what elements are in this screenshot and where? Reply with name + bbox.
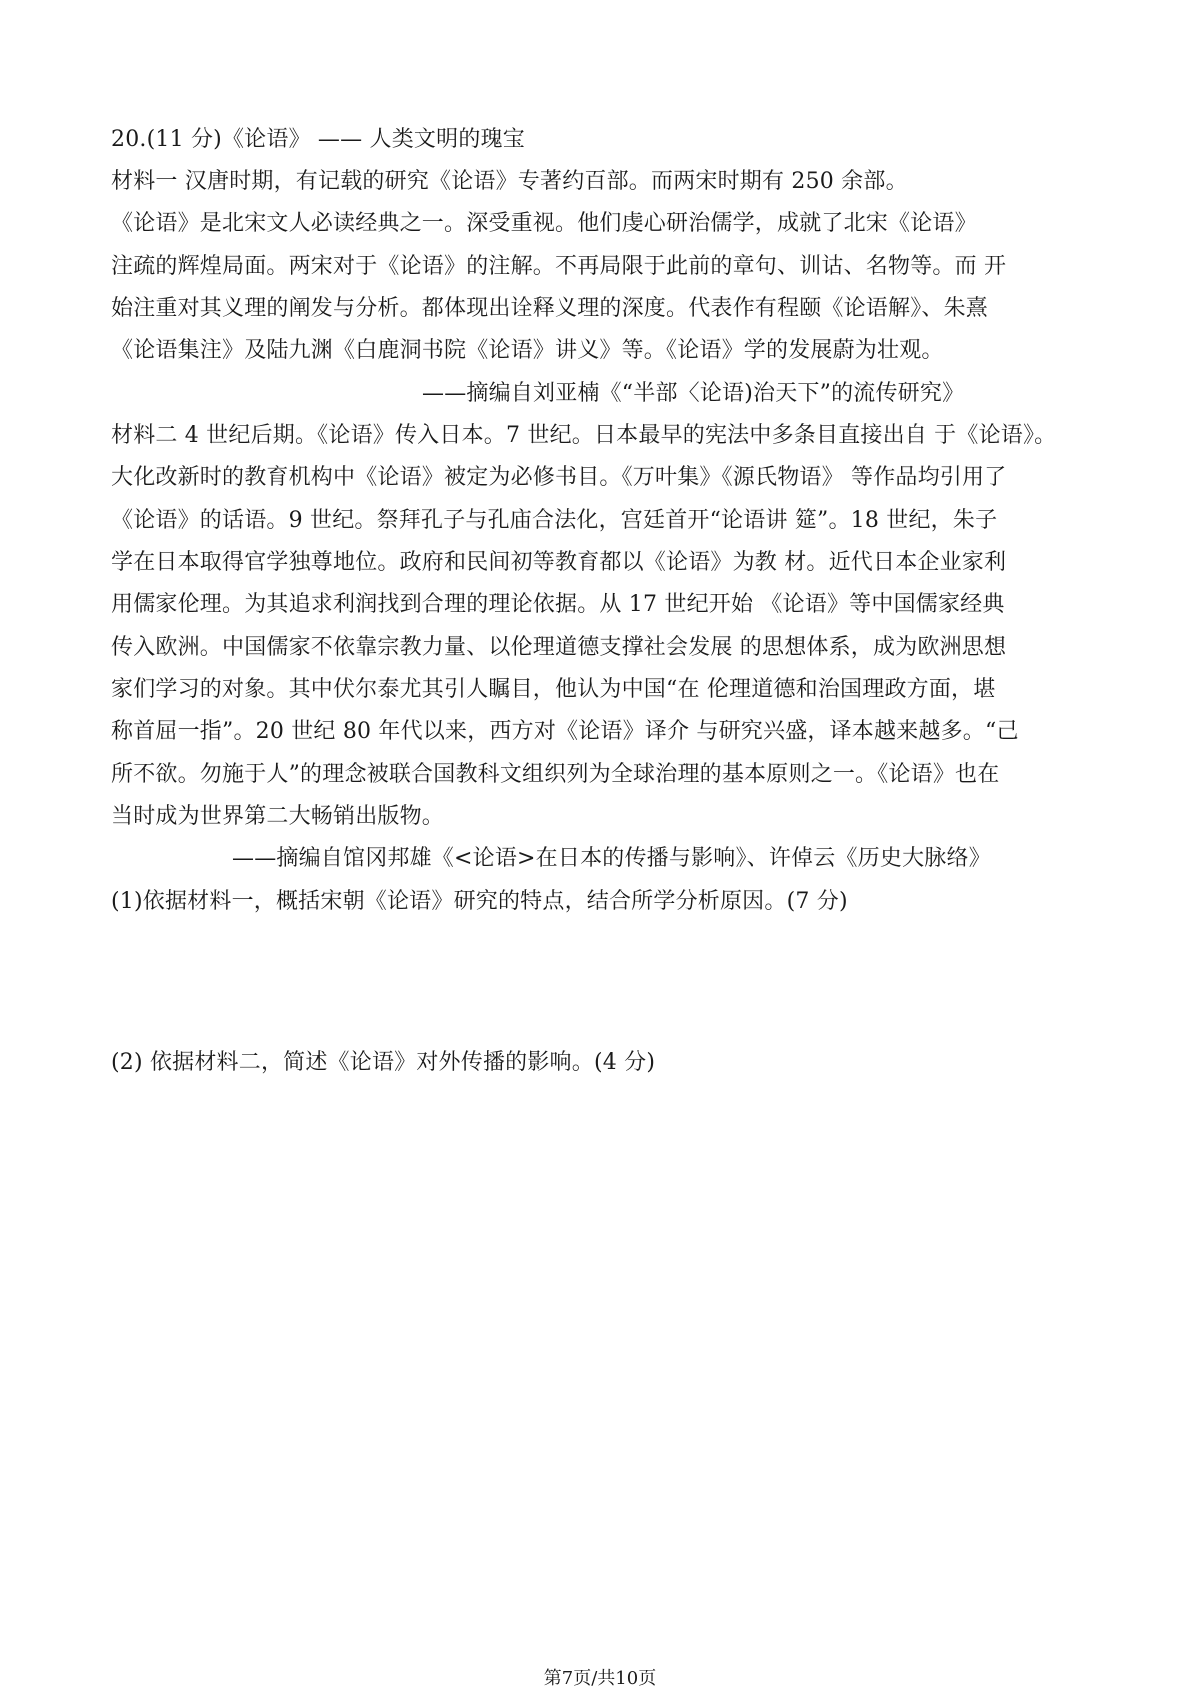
material2-line-4: 学在日本取得官学独尊地位。政府和民间初等教育都以《论语》为教 材。近代日本企业家利 — [111, 550, 1007, 575]
page-number: 第7页/共10页 — [543, 1668, 657, 1689]
material2-line-5: 用儒家伦理。为其追求利润找到合理的理论依据。从 17 世纪开始 《论语》等中国儒家经典 — [111, 592, 1005, 617]
material1-line-4: 始注重对其义理的阐发与分析。都体现出诠释义理的深度。代表作有程颐《论语解》、朱熹 — [111, 296, 989, 321]
sub-question-1: (1)依据材料一，概括宋朝《论语》研究的特点，结合所学分析原因。(7 分) — [111, 889, 848, 914]
material2-line-2: 大化改新时的教育机构中《论语》被定为必修书目。《万叶集》《源氏物语》 等作品均引用了 — [111, 465, 1007, 490]
material2-line-1: 材料二 4 世纪后期。《论语》传入日本。7 世纪。日本最早的宪法中多条目直接出自 于《论语》。 — [111, 423, 1057, 448]
material1-line-5: 《论语集注》及陆九渊《白鹿洞书院《论语》讲义》等。《论语》学的发展蔚为壮观。 — [111, 338, 944, 363]
material1-line-1: 材料一 汉唐时期，有记载的研究《论语》专著约百部。而两宋时期有 250 余部。 — [111, 169, 908, 194]
sub-question-2: (2) 依据材料二，简述《论语》对外传播的影响。(4 分) — [111, 1050, 656, 1075]
question-title: 20.(11 分)《论语》 —— 人类文明的瑰宝 — [111, 127, 525, 152]
material1-source: ——摘编自刘亚楠《“半部〈论语)治天下”的流传研究》 — [422, 381, 965, 406]
material2-line-6: 传入欧洲。中国儒家不依靠宗教力量、以伦理道德支撑社会发展 的思想体系，成为欧洲思想 — [111, 635, 1007, 660]
material2-source: ——摘编自馆冈邦雄《<论语>在日本的传播与影响》、许倬云《历史大脉络》 — [232, 846, 991, 871]
material2-line-8: 称首屈一指”。20 世纪 80 年代以来，西方对《论语》译介 与研究兴盛，译本越来越多。“己 — [111, 719, 1019, 744]
material2-line-10: 当时成为世界第二大畅销出版物。 — [111, 804, 445, 829]
material2-line-9: 所不欲。勿施于人”的理念被联合国教科文组织列为全球治理的基本原则之一。《论语》也在 — [111, 762, 1000, 787]
material1-line-3: 注疏的辉煌局面。两宋对于《论语》的注解。不再局限于此前的章句、训诂、名物等。而 开 — [111, 254, 1007, 279]
material1-line-2: 《论语》是北宋文人必读经典之一。深受重视。他们虔心研治儒学，成就了北宋《论语》 — [111, 211, 977, 236]
material2-line-3: 《论语》的话语。9 世纪。祭拜孔子与孔庙合法化，宫廷首开“论语讲 筵”。18 世纪，朱子 — [111, 508, 998, 533]
material2-line-7: 家们学习的对象。其中伏尔泰尤其引人瞩目，他认为中国“在 伦理道德和治国理政方面，堪 — [111, 677, 996, 702]
